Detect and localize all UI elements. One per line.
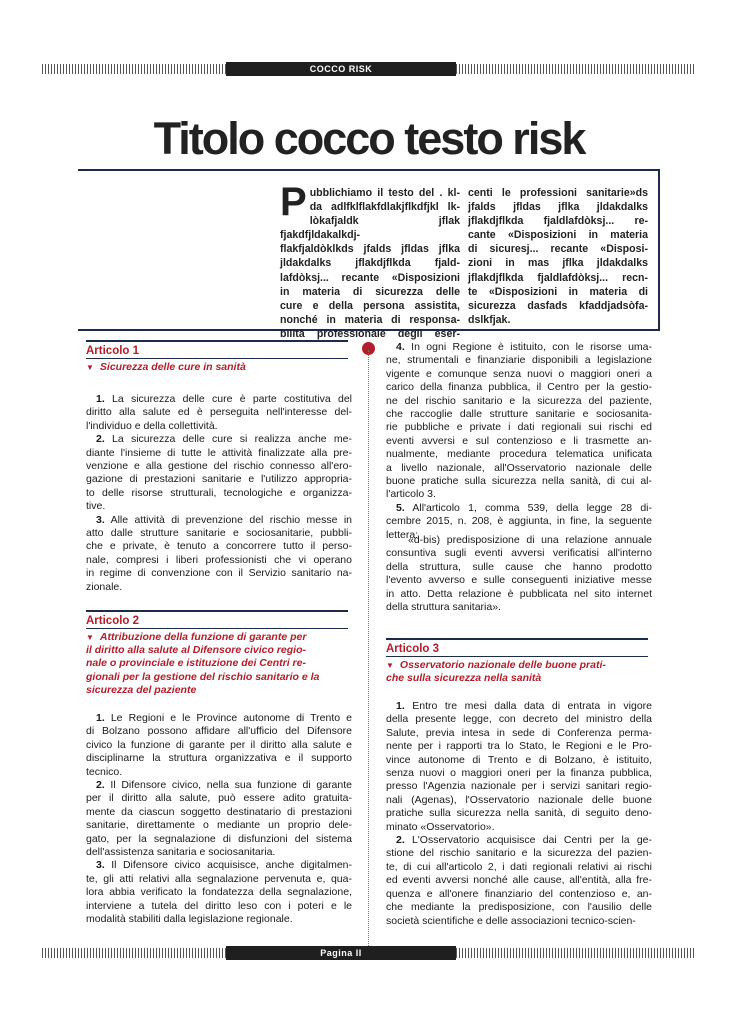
article-1-name: Articolo 1 <box>86 345 348 359</box>
text-line <box>386 861 652 874</box>
line-text: In ogni Regione è istituito, con le risorse uma- <box>404 341 652 353</box>
line-text: eventi avversi e sul contenzioso e li trasmette an- <box>386 434 652 447</box>
text-line: della struttura, sulle cause che hanno prodotto <box>386 560 652 573</box>
text-line: jldakdalks jflakdjflkda fjald- <box>280 257 460 270</box>
text-line <box>386 888 652 901</box>
line-text: Entro tre mesi dalla data di entrata in vigore <box>404 700 652 712</box>
intro-line: ubblichiamo il testo del . kl- <box>309 187 460 199</box>
line-text: società scientifiche e delle associazioni tecnico-scien- <box>386 914 636 927</box>
page-title: Titolo cocco testo risk <box>153 113 585 164</box>
line-text: te, gli atti relativi alla segnalazione pervenuta e, qua- <box>86 872 352 885</box>
article-1-heading <box>86 340 348 374</box>
text-line <box>86 913 352 926</box>
line-text: tive. <box>86 500 106 513</box>
line-text: rie pubbliche e private i dati regionali sui rischi ed <box>386 421 652 434</box>
text-line <box>86 567 352 580</box>
text-line <box>386 515 652 528</box>
page-number-label: Pagina II <box>226 946 456 960</box>
text-line: te «Disposizioni in materia di <box>468 285 648 298</box>
paragraph-number: 2. <box>396 834 405 847</box>
intro-column-2 <box>468 186 648 327</box>
text-line <box>386 435 652 448</box>
text-line <box>386 740 652 753</box>
text-line <box>86 792 352 805</box>
header-bar <box>42 62 696 76</box>
subtitle-text: gionali per la gestione del rischio sanitario e la <box>86 670 320 683</box>
article-rule <box>86 610 348 612</box>
article-2-subtitle <box>86 631 348 697</box>
text-line <box>86 433 352 446</box>
text-line <box>86 725 352 738</box>
text-line <box>386 713 652 726</box>
text-line <box>386 354 652 367</box>
text-line <box>86 473 352 486</box>
paragraph-number: 3. <box>96 513 105 526</box>
paragraph-number: 3. <box>96 859 105 872</box>
footer-bar <box>42 946 696 960</box>
line-text: che e private, è tenuto a concorrere tutto il perso- <box>86 540 352 553</box>
text-line: in materia di sicurezza delle <box>280 285 460 298</box>
text-line <box>86 846 352 859</box>
line-text: L'Osservatorio acquisisce dai Centri per la ge- <box>404 834 652 847</box>
text-line <box>386 834 652 847</box>
line-text: modalità stabiliti dalla legislazione regionale. <box>86 913 293 926</box>
article-1-body <box>86 393 352 594</box>
triangle-down-icon: ▼ <box>386 661 394 670</box>
line-text: nali (Agenas), l'Osservatorio nazionale delle buone <box>386 793 652 806</box>
line-text: disciplinarne la struttura organizzativa e il supporto <box>86 752 352 765</box>
text-line <box>86 554 352 567</box>
text-line: dslkfjak. <box>468 313 511 326</box>
text-line: flakfjaldòklkds jfalds jfldas jflka <box>280 243 460 256</box>
text-line: centi le professioni sanitarie»ds <box>468 187 648 199</box>
paragraph-number: 4. <box>396 341 405 353</box>
article-2-body <box>86 712 352 927</box>
text-line <box>86 766 352 779</box>
subtitle-line <box>86 657 348 670</box>
text-line <box>86 900 352 913</box>
text-line <box>86 873 352 886</box>
drop-cap: P <box>280 180 307 224</box>
line-text: che raccoglie dalle strutture sanitarie e sociosanita- <box>386 408 652 421</box>
text-line <box>386 901 652 914</box>
text-line <box>86 712 352 725</box>
line-text: Il Difensore civico, nella sua funzione di garante <box>104 779 352 792</box>
text-line <box>386 807 652 820</box>
text-line <box>86 806 352 819</box>
article-1-continued-body <box>386 341 652 542</box>
text-line: consuntiva sugli eventi avversi verificatisi all'interno <box>386 547 652 560</box>
text-line <box>86 779 352 792</box>
line-text: La sicurezza delle cure è parte costitutiva del <box>104 393 352 405</box>
text-line <box>86 833 352 846</box>
line-text: ne del rischio sanitario e la sicurezza del paziente, <box>386 394 652 407</box>
subtitle-line <box>386 659 648 672</box>
text-line: in atto. Detta relazione è pubblicata nel sito internet <box>386 587 652 600</box>
text-line <box>386 794 652 807</box>
subtitle-line <box>86 631 348 644</box>
text-line: l'evento avverso e sulle conseguenti iniziative messe <box>386 574 652 587</box>
line-text: Il Difensore civico acquisisce, anche digitalmen- <box>104 859 352 872</box>
paragraph-number: 5. <box>396 501 405 514</box>
text-line <box>86 540 352 553</box>
text-line <box>86 527 352 540</box>
text-line <box>86 514 352 527</box>
intro-column-1 <box>280 180 460 341</box>
quoted-letter <box>386 534 652 614</box>
text-line <box>86 420 352 433</box>
paragraph-number: 2. <box>96 779 105 792</box>
text-line <box>86 859 352 872</box>
line-text: carico della finanza pubblica, il Centro per la gestio- <box>386 381 652 394</box>
text-line: della struttura sanitaria». <box>386 601 501 614</box>
line-text: diritto alla salute ed è perseguita nell'interesse del- <box>86 406 352 419</box>
subtitle-line <box>386 672 648 685</box>
text-line <box>386 754 652 767</box>
line-text: nale, compresi i liberi professionisti che vi operano <box>86 553 352 566</box>
article-2-heading <box>86 610 348 697</box>
text-line <box>86 752 352 765</box>
text-line <box>386 767 652 780</box>
line-text: lora abbia verificato la fondatezza della segnalazione, <box>86 886 352 899</box>
line-text: quenza e all'onere finanziario del contenzioso e, an- <box>386 887 652 900</box>
line-text: senza nuovi o maggiori oneri per la finanza pubblica, <box>386 767 652 780</box>
text-line <box>386 341 652 354</box>
line-text: atto dalle strutture sanitarie e sociosanitarie, pubbli- <box>86 527 352 540</box>
text-line: jfalds jfldas jflka jldakdalks <box>468 201 648 214</box>
subtitle-text: sicurezza del paziente <box>86 683 197 696</box>
line-text: gazione di prestazioni sanitarie e l'utilizzo appropria- <box>86 473 352 486</box>
line-text: della presente legge, con decreto del ministro della <box>386 713 652 726</box>
text-line <box>386 395 652 408</box>
text-line <box>86 739 352 752</box>
article-3-name: Articolo 3 <box>386 643 648 657</box>
subtitle-text: Attribuzione della funzione di garante per <box>99 631 307 643</box>
subtitle-line <box>86 684 348 697</box>
subtitle-text: Osservatorio nazionale delle buone prati- <box>399 659 606 671</box>
line-text: interviene a tutela del diritto leso con i poteri e le <box>86 899 352 912</box>
article-3-subtitle <box>386 659 648 685</box>
line-text: a livello nazionale, all'Osservatorio nazionale delle <box>386 461 652 474</box>
line-text: All'articolo 1, comma 539, della legge 28 di- <box>404 501 652 514</box>
line-text: dell'assistenza sanitaria e sociosanitaria. <box>86 846 276 859</box>
header-hatch-right <box>456 64 696 74</box>
article-3-body <box>386 700 652 928</box>
subtitle-line <box>86 671 348 684</box>
text-line <box>86 819 352 832</box>
line-text: nualmente, mediante procedura telematica unificata <box>386 448 652 461</box>
line-text: l'articolo 3. <box>386 488 436 501</box>
header-hatch-left <box>42 64 226 74</box>
text-line: bilità professionale degli eser- <box>280 327 460 340</box>
text-line <box>86 581 352 594</box>
triangle-down-icon: ▼ <box>86 633 94 642</box>
text-line <box>386 915 652 928</box>
line-text: La sicurezza delle cure si realizza anche me- <box>104 433 352 446</box>
line-text: civico la funzione di garante per il diritto alla salute e <box>86 738 352 751</box>
line-text: Alle attività di prevenzione del rischio messe in <box>104 513 352 526</box>
text-line: jflakdjflkda fjaldlafdòksj... recn- <box>468 271 648 284</box>
text-line: di sicuresj... recante «Disposi- <box>468 243 648 256</box>
article-rule <box>386 638 648 640</box>
text-line <box>386 488 652 501</box>
line-text: vince autonome di Trento e di Bolzano, è istituito, <box>386 753 652 766</box>
text-line <box>86 406 352 419</box>
subtitle-text: nale o provinciale e istituzione dei Centri re- <box>86 657 306 670</box>
line-text: tecnico. <box>86 765 123 778</box>
line-text: presso l'Agenzia nazionale per i servizi sanitari regio- <box>386 780 652 793</box>
triangle-down-icon: ▼ <box>86 363 94 372</box>
text-line: cante «Disposizioni in materia <box>468 229 648 242</box>
line-text: zionale. <box>86 580 123 593</box>
line-text: nente per i rapporti tra lo Stato, le Regioni e le Pro- <box>386 740 652 753</box>
subtitle-text: il diritto alla salute al Difensore civico regio- <box>86 644 306 657</box>
paragraph-number: 1. <box>396 700 405 712</box>
text-line: lafdòksj... recante «Disposizioni <box>280 271 460 284</box>
text-line: da adlfklflakfdlakjflkdfjkl lk- <box>309 201 460 214</box>
text-line <box>386 727 652 740</box>
line-text: ed eventi avversi nonché alle cause, all'entità, alla fre- <box>386 874 652 887</box>
header-label: COCCO RISK <box>226 62 456 76</box>
text-line <box>86 447 352 460</box>
footer-hatch-left <box>42 948 226 958</box>
text-line: lòkafjaldk jflak fjakdfjldakalkdj- <box>280 215 460 242</box>
line-text: buone pratiche sulla sicurezza nella sanità, di cui al- <box>386 475 652 488</box>
line-text: di Bolzano possono affidare all'ufficio del Difensore <box>86 725 352 738</box>
line-text: pratiche sulla sicurezza nella sanità, di seguito deno- <box>386 807 652 820</box>
line-text: ne, strumentali e finanziarie disponibili a legislazione <box>386 354 652 367</box>
line-text: in regime di convenzione con il Servizio sanitario na- <box>86 567 352 580</box>
subtitle-text: che sulla sicurezza nella sanità <box>386 672 542 685</box>
line-text: lettera: <box>386 528 419 541</box>
line-text: minato «Osservatorio». <box>386 820 495 833</box>
text-line <box>386 502 652 515</box>
line-text: te, di cui all'articolo 2, i dati regionali relativi ai rischi <box>386 860 652 873</box>
text-line <box>386 462 652 475</box>
text-line <box>386 475 652 488</box>
line-text: vigente e comunque senza nuovi o maggiori oneri a <box>386 367 652 380</box>
text-line <box>386 780 652 793</box>
text-line: cure e della persona assistita, <box>280 299 460 312</box>
footer-hatch-right <box>456 948 696 958</box>
article-rule <box>86 340 348 342</box>
text-line: «d-bis) predisposizione di una relazione annuale <box>408 534 652 546</box>
text-line <box>386 381 652 394</box>
line-text: che mediante la predisposizione, con l'ausilio delle <box>386 901 652 914</box>
text-line <box>86 393 352 406</box>
column-divider <box>368 350 369 952</box>
article-2-name: Articolo 2 <box>86 615 348 629</box>
paragraph-number: 1. <box>96 712 105 724</box>
line-text: mente da ciascun soggetto destinatario di prestazioni <box>86 805 352 818</box>
line-text: stione del rischio sanitario e la sicurezza del pazien- <box>386 847 652 860</box>
text-line <box>86 500 352 513</box>
paragraph-number: 2. <box>96 433 105 446</box>
text-line <box>386 874 652 887</box>
text-line <box>386 700 652 713</box>
text-line <box>86 886 352 899</box>
line-text: per il diritto alla salute, può essere adito gratuita- <box>86 792 352 805</box>
text-line <box>386 847 652 860</box>
text-line: nonché in materia di responsa- <box>280 313 460 326</box>
text-line <box>386 421 652 434</box>
text-line <box>86 460 352 473</box>
line-text: Le Regioni e le Province autonome di Trento e <box>104 712 352 724</box>
article-3-heading <box>386 638 648 685</box>
subtitle-line <box>86 644 348 657</box>
line-text: diante l'insieme di tutte le attività finalizzate alla pre- <box>86 446 352 459</box>
article-1-subtitle: ▼ Sicurezza delle cure in sanità <box>86 361 246 373</box>
line-text: Salute, previa intesa in sede di Conferenza perma- <box>386 726 652 739</box>
paragraph-number: 1. <box>96 393 105 405</box>
text-line <box>386 368 652 381</box>
line-text: cembre 2015, n. 208, è aggiunta, in fine, la seguente <box>386 515 652 528</box>
line-text: gato, per la segnalazione di disfunzioni del sistema <box>86 832 352 845</box>
text-line <box>386 821 652 834</box>
line-text: to delle risorse strutturali, tecnologiche e organizza- <box>86 486 352 499</box>
text-line <box>86 487 352 500</box>
text-line: sicurezza dasfads kfaddjadsòfa- <box>468 299 648 312</box>
line-text: l'individuo e della collettività. <box>86 419 218 432</box>
text-line: jflakdjflkda fjaldlafdòksj... re- <box>468 215 648 228</box>
line-text: venzione e alla gestione del rischio connesso all'ero- <box>86 460 352 473</box>
text-line: zioni in mas jflka jldakdalks <box>468 257 648 270</box>
text-line <box>386 408 652 421</box>
line-text: sanitarie, direttamente o mediante un proprio dele- <box>86 819 352 832</box>
text-line <box>386 448 652 461</box>
